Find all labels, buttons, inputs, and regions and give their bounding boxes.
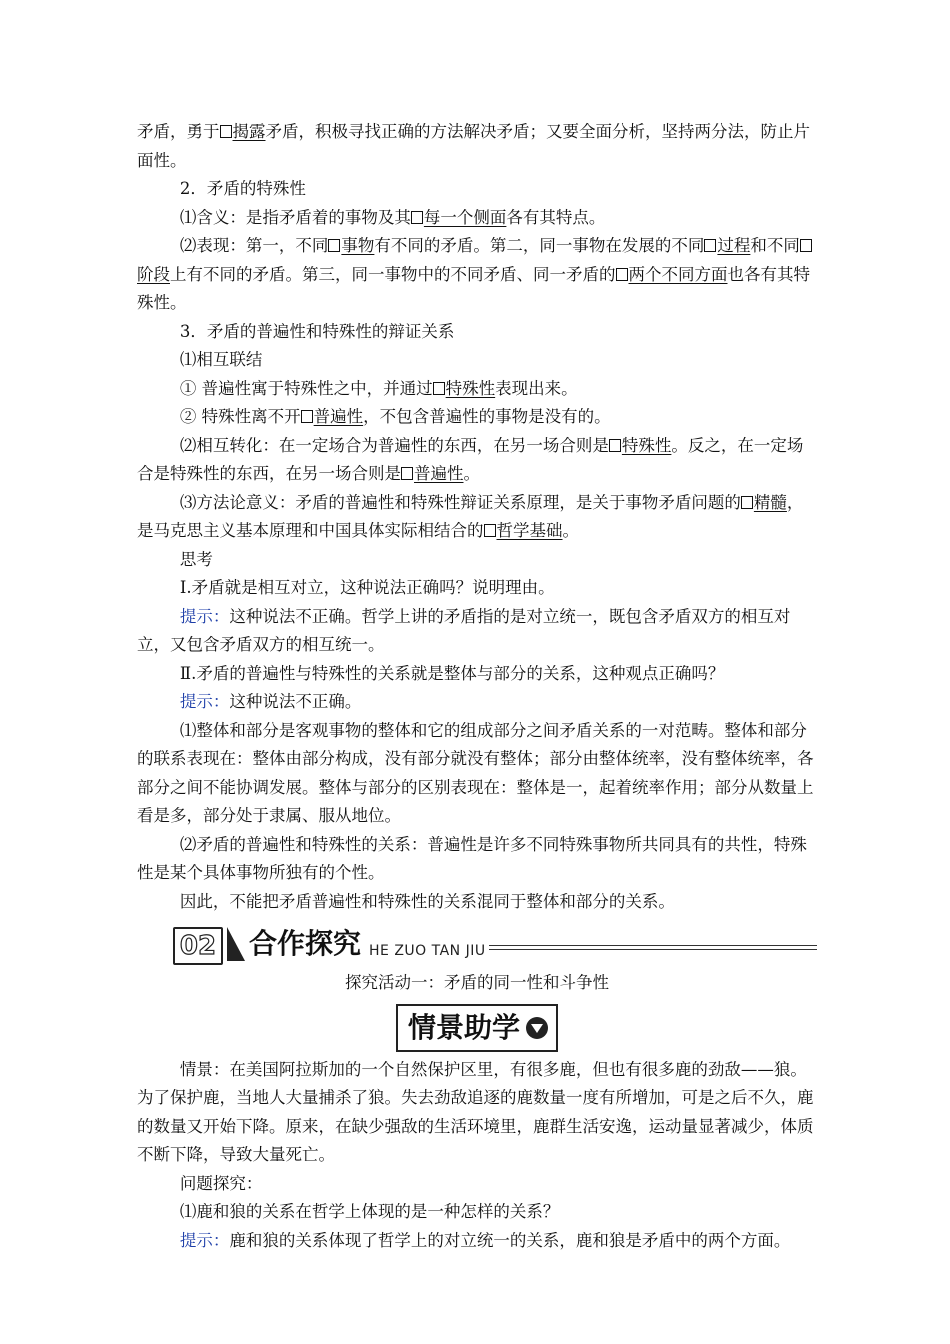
- blank-box-icon: [484, 524, 496, 537]
- blank-box-icon: [704, 239, 716, 252]
- section-number-badge: 02: [173, 927, 223, 965]
- section-banner: [173, 923, 817, 969]
- answer-2-conclusion: 因此，不能把矛盾普遍性和特殊性的关系混同于整体和部分的关系。: [179, 891, 675, 911]
- hint-label: 提示：: [179, 692, 230, 711]
- think-label: 思考: [179, 549, 213, 569]
- activity-title: 探究活动一：矛盾的同一性和斗争性: [345, 973, 609, 992]
- paragraph-transformation: ⑵相互转化：在一定场合为普遍性的东西，在另一场合则是 特殊性。反之，在一定场合是特殊性的东西，在另一场合则是 普遍性。: [137, 435, 804, 483]
- blank-box-icon: [800, 239, 812, 252]
- section-heading-particularity: 2．矛盾的特殊性: [179, 179, 306, 198]
- scene-paragraph: 情景：在美国阿拉斯加的一个自然保护区里，有很多鹿，但也有很多鹿的劲敌——狼。为了保护鹿，当地人大量捕杀了狼。失去劲敌追逐的鹿数量一度有所增加，可是之后不久，鹿的数量又开始下降。原来，在缺少强敌的生活环境里，鹿群生活安逸，运动量显著减少，体质不断下降，导致大量死亡。: [137, 1059, 814, 1164]
- blank-box-icon: [433, 382, 445, 395]
- blank-box-icon: [220, 125, 232, 138]
- blank-box-icon: [741, 496, 753, 509]
- answer-2-part-1: ⑴整体和部分是客观事物的整体和它的组成部分之间矛盾关系的一对范畴。整体和部分的联系表现在：整体由部分构成，没有部分就没有整体；部分由整体统率，没有整体统率，各部分之间不能协调发展。整体与部分的区别表现在：整体是一，起着统率作用；部分从数量上看是多，部分处于隶属、服从地位。: [137, 720, 814, 825]
- paragraph-point-1: ① 普遍性寓于特殊性之中，并通过 特殊性表现出来。: [179, 378, 578, 398]
- paragraph-mutual-link: ⑴相互联结: [179, 350, 263, 369]
- answer-2-part-2: ⑵矛盾的普遍性和特殊性的关系：普遍性是许多不同特殊事物所共同具有的共性，特殊性是某个具体事物所独有的个性。: [137, 834, 807, 882]
- blank-box-icon: [616, 268, 628, 281]
- paragraph-meaning: ⑴含义：是指矛盾着的事物及其 每一个侧面各有其特点。: [179, 207, 606, 227]
- document-page: [137, 118, 817, 1255]
- answer-3: 提示：鹿和狼的关系体现了哲学上的对立统一的关系，鹿和狼是矛盾中的两个方面。: [179, 1230, 791, 1250]
- paragraph-point-2: ② 特殊性离不开 普遍性，不包含普遍性的事物是没有的。: [179, 407, 611, 426]
- paragraph-manifestation: ⑵表现：第一，不同 事物有不同的矛盾。第二，同一事物在发展的不同 过程和不同阶段上有不同的矛盾。第三，同一事物中的不同矛盾、同一矛盾的 两个不同方面也各有其特殊性。: [137, 236, 810, 312]
- scene-box: 情景助学: [396, 1004, 558, 1052]
- section-heading-dialectic: 3．矛盾的普遍性和特殊性的辩证关系: [179, 321, 455, 341]
- scene-box-wrap: [137, 1004, 817, 1052]
- problem-inquiry-label: 问题探究：: [179, 1173, 263, 1193]
- paragraph-contradiction-analysis: 矛盾，勇于 揭露矛盾，积极寻找正确的方法解决矛盾；又要全面分析，坚持两分法，防止片面性。: [137, 122, 810, 170]
- blank-box-icon: [301, 410, 313, 423]
- banner-wedge-icon: [227, 927, 245, 961]
- banner-rule: [489, 945, 817, 946]
- down-triangle-icon: [526, 1017, 548, 1039]
- question-3: ⑴鹿和狼的关系在哲学上体现的是一种怎样的关系？: [179, 1202, 560, 1221]
- section-title: 合作探究: [249, 927, 362, 960]
- banner-rule: [489, 949, 817, 950]
- hint-label: 提示：: [179, 606, 230, 626]
- answer-2: 提示：这种说法不正确。: [179, 692, 362, 711]
- blank-box-icon: [609, 439, 621, 452]
- question-2: Ⅱ.矛盾的普遍性与特殊性的关系就是整体与部分的关系，这种观点正确吗？: [179, 663, 725, 683]
- hint-label: 提示：: [179, 1230, 230, 1250]
- paragraph-methodology: ⑶方法论意义：矛盾的普遍性和特殊性辩证关系原理，是关于事物矛盾问题的 精髓，是马克思主义基本原理和中国具体实际相结合的 哲学基础。: [137, 492, 804, 540]
- blank-box-icon: [411, 211, 423, 224]
- question-1: Ⅰ.矛盾就是相互对立，这种说法正确吗？说明理由。: [179, 578, 555, 597]
- blank-box-icon: [401, 467, 413, 480]
- answer-1: 提示：这种说法不正确。哲学上讲的矛盾指的是对立统一，既包含矛盾双方的相互对立，又包含矛盾双方的相互统一。: [137, 606, 791, 654]
- section-pinyin: HE ZUO TAN JIU: [369, 943, 486, 959]
- blank-box-icon: [328, 239, 340, 252]
